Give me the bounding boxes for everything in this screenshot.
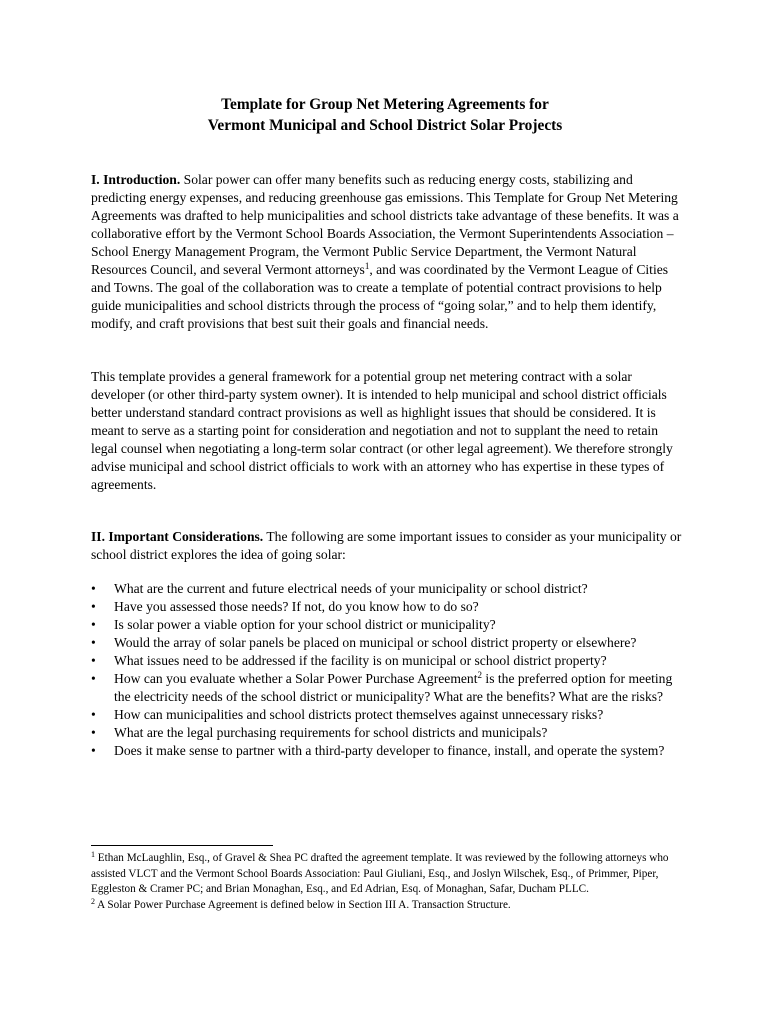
considerations-intro xyxy=(91,528,687,564)
considerations-section xyxy=(91,528,687,564)
intro-text-part-2: , and was coordinated by the Vermont League of Cities and Towns. The goal of the collaboration was to create a template of potential contract provisions to help guide municipalities and school districts through the process of “going solar,” and to help them identify, modify, and craft provisions that best suit their goals and financial needs. xyxy=(91,262,669,331)
footnote-1-mark: 1 xyxy=(91,850,95,859)
considerations-list xyxy=(91,580,691,760)
footnote-ref-1[interactable]: 1 xyxy=(364,261,370,271)
considerations-lead: The following are some important issues to consider as your municipality or school district explores the idea of going solar: xyxy=(91,529,682,562)
bullet-6-text-part-1: How can you evaluate whether a Solar Power Purchase Agreement xyxy=(114,671,478,686)
list-item: • What issues need to be addressed if the facility is on municipal or school district property? xyxy=(91,652,691,670)
footnote-2 xyxy=(91,898,681,914)
intro-paragraph-1 xyxy=(91,171,687,333)
footnote-1-text: Ethan McLaughlin, Esq., of Gravel & Shea PC drafted the agreement template. It was reviewed by the following attorneys who assisted VLCT and the Vermont School Boards Association: Paul Giuliani, Esq., and Joslyn Wilschek, Esq., of Primmer, Piper, Eggleston & Cramer PC; and Brian Monaghan, Esq., and Ed Adrian, Esq. of Monaghan, Safar, Ducham PLLC. xyxy=(91,852,669,896)
intro-paragraph-2-block xyxy=(91,368,687,494)
footnote-ref-2[interactable]: 2 xyxy=(477,670,483,680)
list-item: • Is solar power a viable option for your school district or municipality? xyxy=(91,616,691,634)
introduction-section xyxy=(91,171,687,333)
list-item: • What are the current and future electrical needs of your municipality or school district? xyxy=(91,580,691,598)
list-item: • Have you assessed those needs? If not, do you know how to do so? xyxy=(91,598,691,616)
intro-paragraph-2: This template provides a general framework for a potential group net metering contract with a solar developer (or other third-party system owner). It is intended to help municipal and school district officials better understand standard contract provisions as well as highlight issues that should be considered. It is meant to serve as a starting point for consideration and negotiation and not to supplant the need to retain legal counsel when negotiating a long-term solar contract (or other legal agreement). We therefore strongly advise municipal and school district officials to work with an attorney who has expertise in these types of agreements. xyxy=(91,369,673,492)
title-line-2: Vermont Municipal and School District Solar Projects xyxy=(207,117,563,134)
list-item xyxy=(91,670,691,706)
bullet-6-text-part-2: is the preferred option for meeting the electricity needs of the school district or municipality? What are the benefits? What are the risks? xyxy=(114,671,673,704)
intro-heading: I. Introduction. xyxy=(91,172,181,187)
considerations-heading: II. Important Considerations. xyxy=(91,529,264,544)
footnote-1 xyxy=(91,851,681,898)
footnotes xyxy=(91,851,681,913)
intro-text-part-1: Solar power can offer many benefits such as reducing energy costs, stabilizing and predicting energy expenses, and reducing greenhouse gas emissions. This Template for Group Net Metering Agreements was drafted to help municipalities and school districts take advantage of these benefits. It was a collaborative effort by the Vermont School Boards Association, the Vermont Superintendents Association – School Energy Management Program, the Vermont Public Service Department, the Vermont Natural Resources Council, and several Vermont attorneys xyxy=(91,172,679,277)
list-item: • Would the array of solar panels be placed on municipal or school district property or elsewhere? xyxy=(91,634,691,652)
footnote-2-text: A Solar Power Purchase Agreement is defined below in Section III A. Transaction Structure. xyxy=(95,898,511,911)
list-item: • What are the legal purchasing requirements for school districts and municipals? xyxy=(91,724,691,742)
title-line-1: Template for Group Net Metering Agreements for xyxy=(221,96,549,113)
footnote-divider xyxy=(91,845,273,846)
document-title xyxy=(0,94,770,136)
footnote-2-mark: 2 xyxy=(91,896,95,906)
list-item: • Does it make sense to partner with a third-party developer to finance, install, and operate the system? xyxy=(91,742,691,760)
list-item: • How can municipalities and school districts protect themselves against unnecessary risks? xyxy=(91,706,691,724)
